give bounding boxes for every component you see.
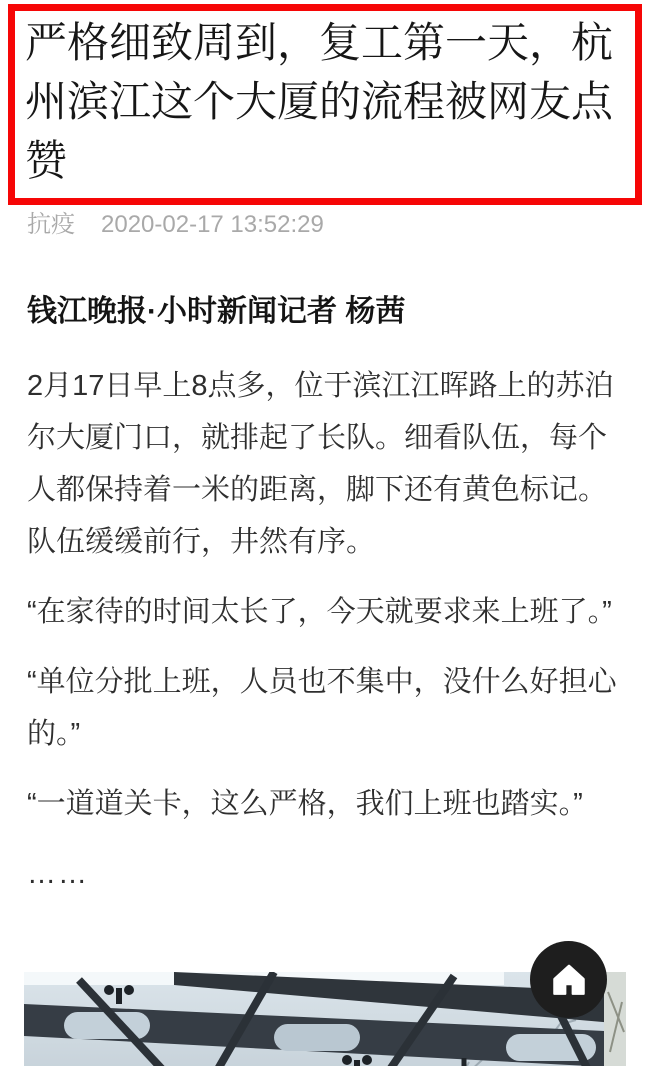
title-highlight-box: [8, 4, 642, 205]
home-button[interactable]: [530, 941, 607, 1018]
ellipsis: ……: [27, 858, 89, 890]
paragraph-quote: “一道道关卡，这么严格，我们上班也踏实。”: [27, 788, 583, 820]
paragraph-quote: “单位分批上班，人员也不集中，没什么好担心的。”: [27, 666, 617, 750]
article-title: 严格细致周到，复工第一天，杭州滨江这个大厦的流程被网友点赞: [25, 19, 614, 184]
paragraph: 2月17日早上8点多，位于滨江江晖路上的苏泊尔大厦门口，就排起了长队。细看队伍，每个人都保持着一米的距离，脚下还有黄色标记。队伍缓缓前行，井然有序。: [27, 370, 614, 558]
paragraph-quote: “在家待的时间太长了，今天就要求来上班了。”: [27, 596, 612, 628]
article-meta: [27, 210, 324, 240]
publish-timestamp: 2020-02-17 13:52:29: [101, 211, 324, 238]
home-icon: [548, 959, 590, 1001]
article-body: [27, 360, 627, 918]
byline: 钱江晚报·小时新闻记者 杨茜: [27, 295, 406, 328]
category-tag[interactable]: 抗疫: [27, 211, 75, 238]
